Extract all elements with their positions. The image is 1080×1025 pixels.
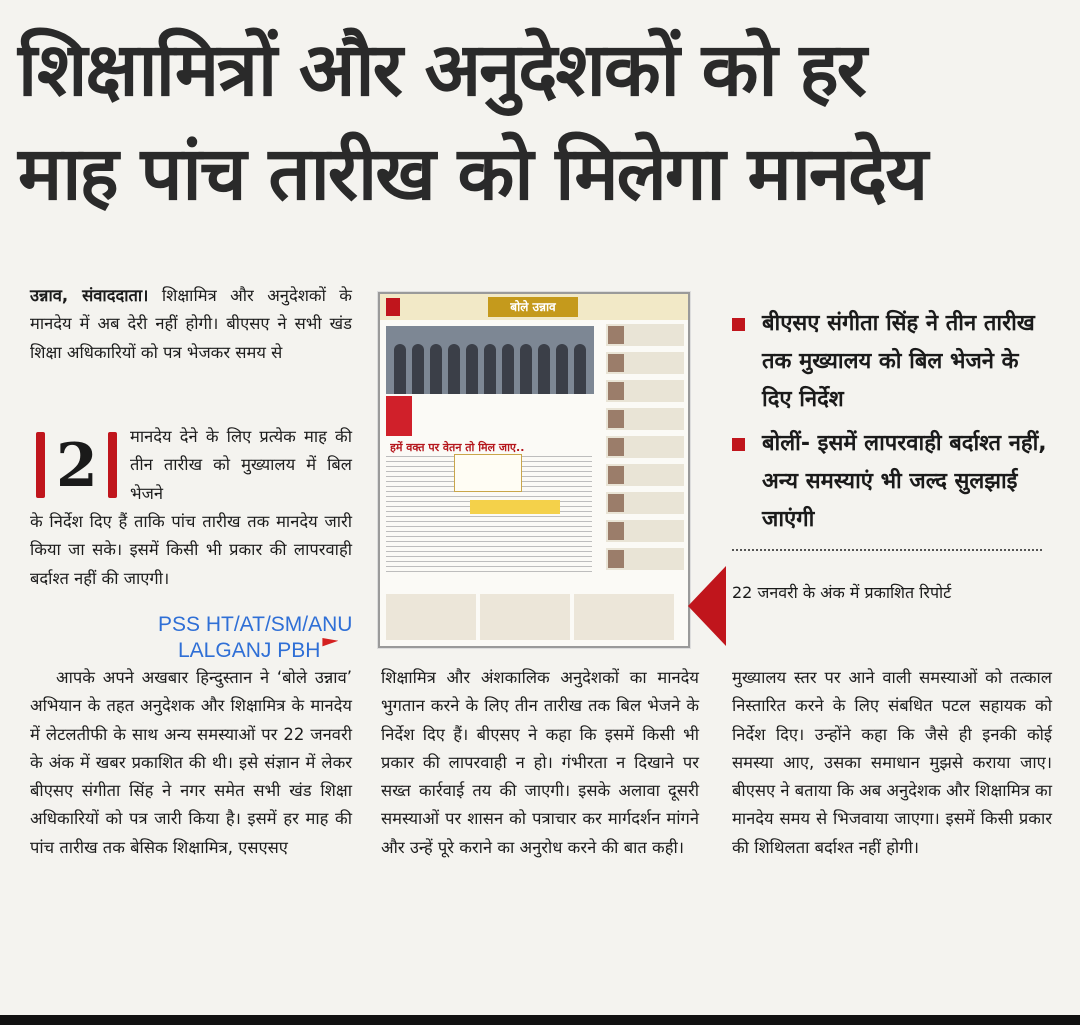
thumbnail-masthead: बोले उन्नाव xyxy=(488,297,578,317)
paragraph-col-1: आपके अपने अखबार हिन्दुस्तान ने ‘बोले उन्नाव’ अभियान के तहत अनुदेशक और शिक्षामित्र के मानदेय में लेटलतीफी के साथ अन्य समस्याओं पर 22 जनवरी के अंक में खबर प्रकाशित की थी। इसे संज्ञान में लेकर बीएसए संगीता सिंह ने नगर समेत सभी खंड शिक्षा अधिकारियों को पत्र जारी किया है। इसमें हर माह की पांच तारीख तक बेसिक शिक्षामित्र, एसएसए xyxy=(30,668,352,857)
paragraph-col-2: शिक्षामित्र और अंशकालिक अनुदेशकों का मानदेय भुगतान करने के लिए तीन तारीख तक बिल भेजने के निर्देश दिए हैं। बीएसए ने कहा कि इसमें किसी भी प्रकार की लापरवाही न हो। गंभीरता न दिखाने पर सख्त कार्रवाई तय की जाएगी। इसके अलावा दूसरी समस्याओं पर शासन को पत्राचार कर मार्गदर्शन मांगने और उन्हें पूरे कराने का अनुरोध करने की बात कही। xyxy=(381,668,699,857)
article-lead-narrow xyxy=(130,423,352,508)
thumbnail-title: हमें वक्त पर वेतन तो मिल जाए.. xyxy=(390,441,525,454)
thumbnail-sidebar xyxy=(606,324,684,624)
flag-icon xyxy=(322,638,338,652)
badge-digit: 2 xyxy=(56,431,98,501)
thumbnail-caption: 22 जनवरी के अंक में प्रकाशित रिपोर्ट xyxy=(732,583,952,602)
article-column-1 xyxy=(30,664,352,862)
bottom-border xyxy=(0,1015,1080,1025)
badge-left-bar xyxy=(36,432,45,498)
lead-text-2: मानदेय देने के लिए प्रत्येक माह की तीन तारीख को मुख्यालय में बिल भेजने xyxy=(130,427,352,503)
paragraph-col-3: मुख्यालय स्तर पर आने वाली समस्याओं को तत्काल निस्तारित करने के लिए संबधित पटल सहायक को निर्देश दिए। उन्होंने कहा कि जैसे ही इनकी कोई समस्या आए, उसका समाधान मुझसे कराया जाए। बीएसए ने बताया कि अब अनुदेशक और शिक्षामित्र का मानदेय समय से भिजवाया जाएगा। इसमें किसी प्रकार की शिथिलता बर्दाश्त नहीं होगी। xyxy=(732,668,1052,857)
highlight-text: बोलीं- इसमें लापरवाही बर्दाश्त नहीं, अन्य समस्याएं भी जल्द सुलझाई जाएंगी xyxy=(762,431,1047,532)
headline-line-2: माह पांच तारीख को मिलेगा मानदेय xyxy=(18,131,927,217)
lead-text-3: के निर्देश दिए हैं ताकि पांच तारीख तक मानदेय जारी किया जा सके। इसमें किसी भी प्रकार की लापरवाही बर्दाश्त नहीं की जाएगी। xyxy=(30,512,352,588)
lead-text-1: शिक्षामित्र और अनुदेशकों के मानदेय में अब देरी नहीं होगी। बीएसए ने सभी खंड शिक्षा अधिकारियों को पत्र भेजकर समय से xyxy=(30,286,352,362)
thumbnail-red-label xyxy=(386,396,412,436)
newspaper-logo-icon xyxy=(386,298,400,316)
article-lead-top xyxy=(30,282,352,367)
highlight-item xyxy=(732,425,1052,539)
bullet-square-icon xyxy=(732,438,745,451)
group-photo xyxy=(386,326,594,394)
thumbnail-yellow-banner xyxy=(470,500,560,514)
badge-right-bar xyxy=(108,432,117,498)
article-column-3 xyxy=(732,664,1052,862)
earlier-report-thumbnail xyxy=(378,292,690,648)
watermark-line-2: LALGANJ PBH xyxy=(178,639,321,662)
headline xyxy=(18,18,1068,226)
thumbnail-footer-box xyxy=(574,594,674,640)
article-lead-bottom xyxy=(30,508,352,593)
headline-line-1: शिक्षामित्रों और अनुदेशकों को हर xyxy=(18,27,865,113)
byline: उन्नाव, संवाददाता। xyxy=(30,286,149,305)
highlight-text: बीएसए संगीता सिंह ने तीन तारीख तक मुख्यालय को बिल भेजने के दिए निर्देश xyxy=(762,311,1035,412)
highlight-item xyxy=(732,305,1052,419)
thumbnail-footer-box xyxy=(386,594,476,640)
article-column-2 xyxy=(381,664,699,862)
highlights-box xyxy=(732,305,1052,545)
dotted-divider xyxy=(732,549,1042,551)
thumbnail-footer-box xyxy=(480,594,570,640)
bullet-square-icon xyxy=(732,318,745,331)
watermark xyxy=(158,612,352,664)
thumbnail-header xyxy=(380,294,688,320)
thumbnail-stats-box xyxy=(454,454,522,492)
watermark-line-1: PSS HT/AT/SM/ANU xyxy=(158,613,353,636)
caption-arrow-icon xyxy=(688,566,726,646)
big-number-badge xyxy=(30,428,122,504)
